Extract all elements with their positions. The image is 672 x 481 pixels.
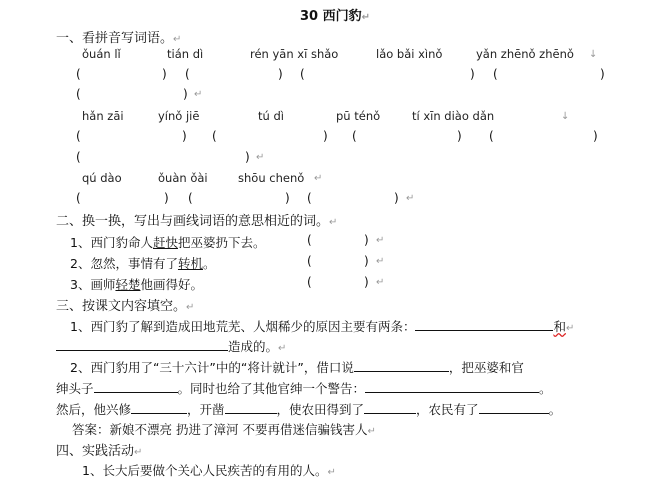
section-2-heading xyxy=(56,210,337,229)
paren-close: ) xyxy=(182,129,187,143)
answer-blank[interactable]: ( xyxy=(185,67,190,81)
return-mark-icon: ↵ xyxy=(406,193,415,204)
return-mark-icon: ↵ xyxy=(361,12,371,23)
answer-line: 答案：新娘不漂亮 扔进了漳河 不要再借迷信骗钱害人↵ xyxy=(72,422,376,437)
pinyin-3-2: ǒuàn ǒài xyxy=(158,171,208,185)
paren-close: ) xyxy=(323,129,328,143)
answer-blank[interactable]: ( xyxy=(76,67,81,81)
pinyin-2-4: pū ténǒ xyxy=(336,109,381,123)
fill-1-line-1: 1、西门豹了解到造成田地荒芜、人烟稀少的原因主要有两条： 和↵ xyxy=(70,319,575,334)
return-mark-icon: ↵ xyxy=(376,235,385,246)
pinyin-1-1: ǒuán lǐ xyxy=(82,47,121,61)
fill-2-line-1: 2、西门豹用了“三十六计”中的“将计就计”，借口说 ，把巫婆和官 xyxy=(70,360,524,375)
paren-close: ) xyxy=(285,191,290,205)
fill-blank[interactable] xyxy=(364,400,416,414)
fill-2-line-2: 绅头子 。同时也给了其他官绅一个警告： 。 xyxy=(56,381,552,396)
fill-blank[interactable] xyxy=(56,337,228,351)
section-1-heading xyxy=(56,27,181,46)
paren-close: ) xyxy=(593,129,598,143)
arrow-mark-icon: ↓ xyxy=(561,111,570,122)
replace-item-1: 1、西门豹命人赶快把巫婆扔下去。 xyxy=(70,235,266,250)
answer-blank[interactable]: ( xyxy=(300,67,305,81)
pinyin-2-3: tú dì xyxy=(258,109,284,123)
section-2-label: 二、换一换，写出与画线词语的意思相近的词。 xyxy=(56,214,330,229)
pinyin-1-2: tián dì xyxy=(167,47,204,61)
fill-blank[interactable] xyxy=(225,400,277,414)
fill-blank[interactable] xyxy=(479,400,549,414)
pinyin-2-5: tí xīn diào dǎn xyxy=(412,109,495,123)
replace-item-2: 2、忽然，事情有了转机。 xyxy=(70,256,216,271)
answer-blank[interactable]: ( xyxy=(489,129,494,143)
answer-blank[interactable]: ( xyxy=(76,87,81,101)
page-title: 30 西门豹 xyxy=(300,9,362,24)
answer-blank[interactable]: ( xyxy=(76,191,81,205)
paren-close: ) xyxy=(278,67,283,81)
answer-blank[interactable]: ( xyxy=(307,254,312,268)
paren-close: ) xyxy=(364,233,369,247)
answer-blank[interactable]: ( xyxy=(76,129,81,143)
paren-close: ) xyxy=(394,191,399,205)
fill-2-line-3: 然后，他兴修 ，开凿 ，使农田得到了 ，农民有了 。 xyxy=(56,402,562,417)
paren-close: ) xyxy=(364,275,369,289)
return-mark-icon: ↵ xyxy=(376,277,385,288)
pinyin-2-2: yínǒ jiē xyxy=(158,109,200,123)
fill-blank[interactable] xyxy=(94,379,178,393)
answer-blank[interactable]: ( xyxy=(76,150,81,164)
return-mark-icon: ↵ xyxy=(314,173,323,184)
fill-blank[interactable] xyxy=(354,358,449,372)
answer-blank[interactable]: ( xyxy=(493,67,498,81)
return-mark-icon: ↵ xyxy=(256,152,265,163)
paren-close: ) xyxy=(183,87,188,101)
pinyin-3-1: qú dào xyxy=(82,171,122,185)
return-mark-icon: ↵ xyxy=(194,89,203,100)
return-mark-icon: ↵ xyxy=(329,217,338,228)
pinyin-2-1: hǎn zāi xyxy=(82,109,124,123)
paren-close: ) xyxy=(457,129,462,143)
paren-close: ) xyxy=(245,150,250,164)
pinyin-1-5: yǎn zhēnǒ zhēnǒ xyxy=(476,47,574,61)
replace-item-3: 3、画师轻楚他画得好。 xyxy=(70,277,203,292)
return-mark-icon: ↵ xyxy=(376,256,385,267)
return-mark-icon: ↵ xyxy=(173,34,182,45)
paren-close: ) xyxy=(162,67,167,81)
answer-blank[interactable]: ( xyxy=(307,275,312,289)
section-3-label: 三、按课文内容填空。 xyxy=(56,299,187,314)
section-4-heading xyxy=(56,440,142,459)
answer-blank[interactable]: ( xyxy=(307,233,312,247)
pinyin-1-4: lǎo bǎi xìnǒ xyxy=(376,47,443,61)
answer-blank[interactable]: ( xyxy=(188,191,193,205)
paren-close: ) xyxy=(470,67,475,81)
return-mark-icon: ↵ xyxy=(186,302,195,313)
fill-blank[interactable] xyxy=(131,400,187,414)
section-4-label: 四、实践活动 xyxy=(56,444,135,459)
paren-close: ) xyxy=(600,67,605,81)
pinyin-1-3: rén yān xī shǎo xyxy=(250,47,339,61)
pinyin-3-3: shōu chenǒ xyxy=(238,171,305,185)
paren-close: ) xyxy=(164,191,169,205)
arrow-mark-icon: ↓ xyxy=(589,49,598,60)
return-mark-icon: ↵ xyxy=(134,447,143,458)
section-3-heading xyxy=(56,295,194,314)
section-1-label: 一、看拼音写词语。 xyxy=(56,31,174,46)
fill-blank[interactable] xyxy=(365,379,539,393)
answer-blank[interactable]: ( xyxy=(352,129,357,143)
fill-1-line-2: 造成的。↵ xyxy=(56,337,286,355)
paren-close: ) xyxy=(364,254,369,268)
answer-blank[interactable]: ( xyxy=(212,129,217,143)
practice-item-1: 1、长大后要做个关心人民疾苦的有用的人。↵ xyxy=(82,463,336,478)
answer-blank[interactable]: ( xyxy=(307,191,312,205)
fill-blank[interactable] xyxy=(415,317,553,331)
